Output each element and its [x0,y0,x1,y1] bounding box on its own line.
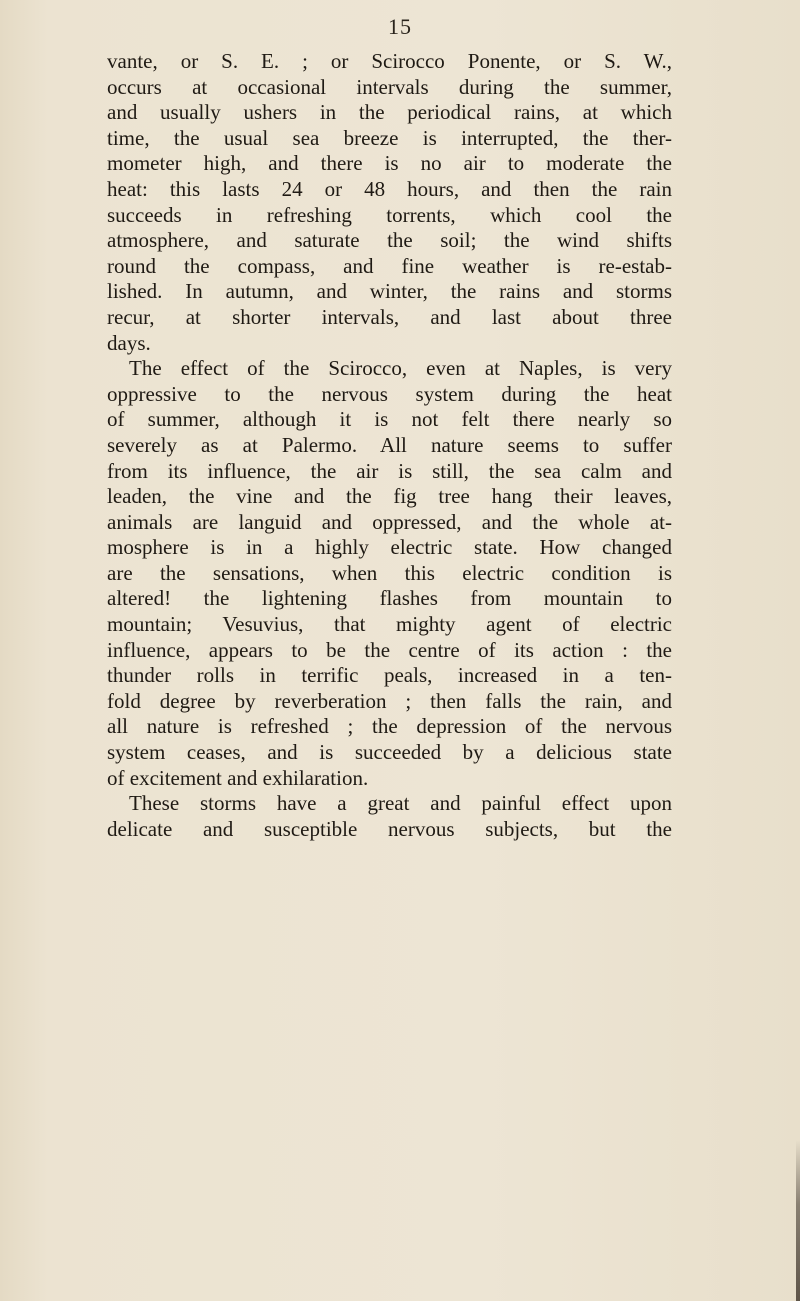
text-line: all nature is refreshed ; the depression of the nervous [107,714,672,739]
text-line: animals are languid and oppressed, and the whole at- [107,509,672,534]
text-line: of summer, although it is not felt there nearly so [107,407,672,432]
text-line: round the compass, and fine weather is re-estab- [107,253,672,278]
text-line: vante, or S. E. ; or Scirocco Ponente, or S. W., [107,49,672,73]
text-line: fold degree by reverberation ; then falls the rain, and [107,688,672,713]
text-line: time, the usual sea breeze is interrupted, the ther- [107,125,672,150]
text-line: oppressive to the nervous system during the heat [107,381,672,406]
body-text [107,49,672,842]
text-line: influence, appears to be the centre of its action : the [107,637,672,662]
text-line: are the sensations, when this electric condition is [107,560,672,585]
paragraph-start-line: The effect of the Scirocco, even at Naples, is very [129,356,672,381]
text-line: delicate and susceptible nervous subjects, but the [107,816,672,841]
text-line: from its influence, the air is still, the sea calm and [107,458,672,483]
text-line: mometer high, and there is no air to moderate the [107,151,672,176]
paragraph-end-line: of excitement and exhilaration. [107,765,369,790]
text-line: altered! the lightening flashes from mountain to [107,586,672,611]
text-line: and usually ushers in the periodical rains, at which [107,100,672,125]
text-line: lished. In autumn, and winter, the rains and storms [107,279,672,304]
text-line: mountain; Vesuvius, that mighty agent of electric [107,612,672,637]
text-line: succeeds in refreshing torrents, which cool the [107,202,672,227]
text-line: recur, at shorter intervals, and last about three [107,304,672,329]
text-line: thunder rolls in terrific peals, increased in a ten- [107,663,672,688]
page-number: 15 [388,14,412,39]
page-edge-shadow [796,1140,800,1301]
text-line: atmosphere, and saturate the soil; the wind shifts [107,228,672,253]
text-line: heat: this lasts 24 or 48 hours, and then the rain [107,176,672,201]
paragraph-end-line: days. [107,330,151,355]
text-line: severely as at Palermo. All nature seems to suffer [107,432,672,457]
text-line: occurs at occasional intervals during the summer, [107,74,672,99]
text-line: system ceases, and is succeeded by a delicious state [107,740,672,765]
text-line: mosphere is in a highly electric state. How changed [107,535,672,560]
paragraph-start-line: These storms have a great and painful effect upon [129,791,672,816]
text-line: leaden, the vine and the fig tree hang their leaves, [107,484,672,509]
